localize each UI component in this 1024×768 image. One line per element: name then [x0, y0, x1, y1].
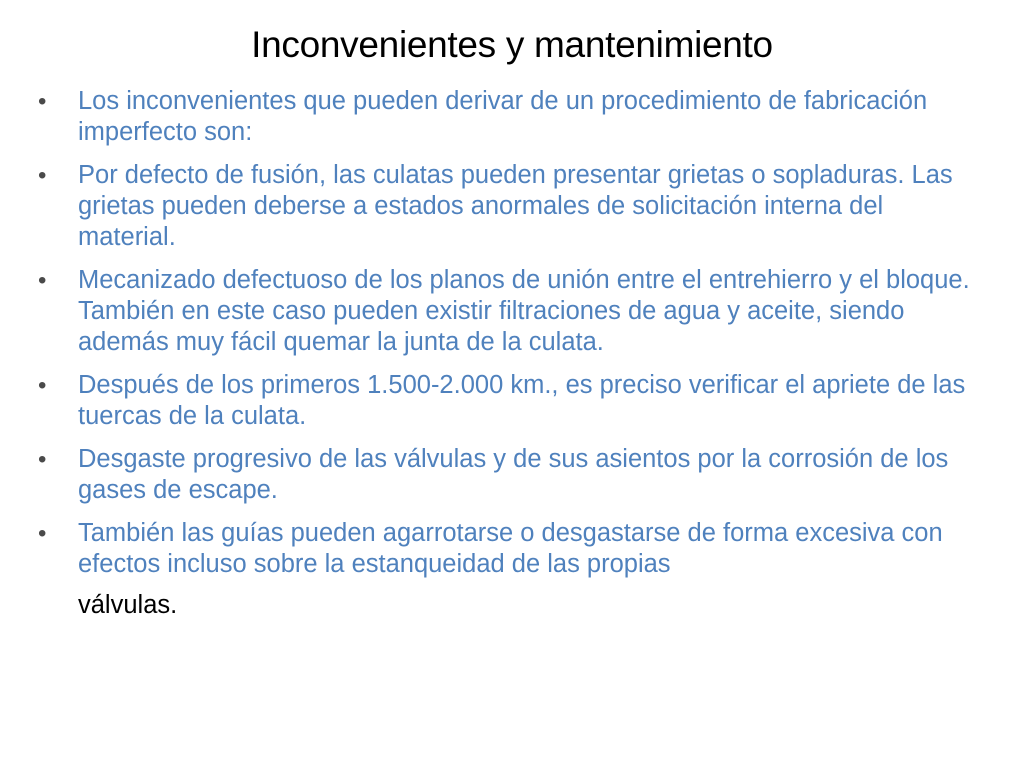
bullet-item: [38, 160, 988, 253]
bullet-dot-icon: •: [38, 88, 47, 115]
bullet-dot-icon: •: [38, 520, 47, 547]
bullet-text: Los inconvenientes que pueden derivar de un procedimiento de fabricación imperfecto son:: [78, 87, 928, 146]
bullet-item: [38, 86, 988, 148]
bullet-text: Por defecto de fusión, las culatas pueden presentar grietas o sopladuras. Las grietas pueden deberse a estados anormales de solicitación interna del material.: [78, 161, 953, 251]
bullet-item: [38, 444, 988, 506]
bullet-item: [38, 370, 988, 432]
bullet-dot-icon: •: [38, 267, 47, 294]
bullet-text: Después de los primeros 1.500-2.000 km., es preciso verificar el apriete de las tuercas de la culata.: [78, 371, 966, 430]
bullet-dot-icon: •: [38, 372, 47, 399]
bullet-list: [38, 86, 988, 633]
bullet-item: [38, 265, 988, 358]
bullet-text: Desgaste progresivo de las válvulas y de sus asientos por la corrosión de los gases de escape.: [78, 445, 949, 504]
bullet-text: También las guías pueden agarrotarse o desgastarse de forma excesiva con efectos incluso sobre la estanqueidad de las propias: [78, 519, 943, 578]
bullet-text: Mecanizado defectuoso de los planos de unión entre el entrehierro y el bloque. También en este caso pueden existir filtraciones de agua y aceite, siendo además muy fácil quemar la junta de la culata.: [78, 266, 970, 356]
bullet-dot-icon: •: [38, 446, 47, 473]
slide-title: Inconvenientes y mantenimiento: [251, 24, 773, 65]
bullet-dot-icon: •: [38, 162, 47, 189]
bullet-item: [38, 518, 988, 621]
bullet-text-tail: válvulas.: [78, 591, 178, 619]
